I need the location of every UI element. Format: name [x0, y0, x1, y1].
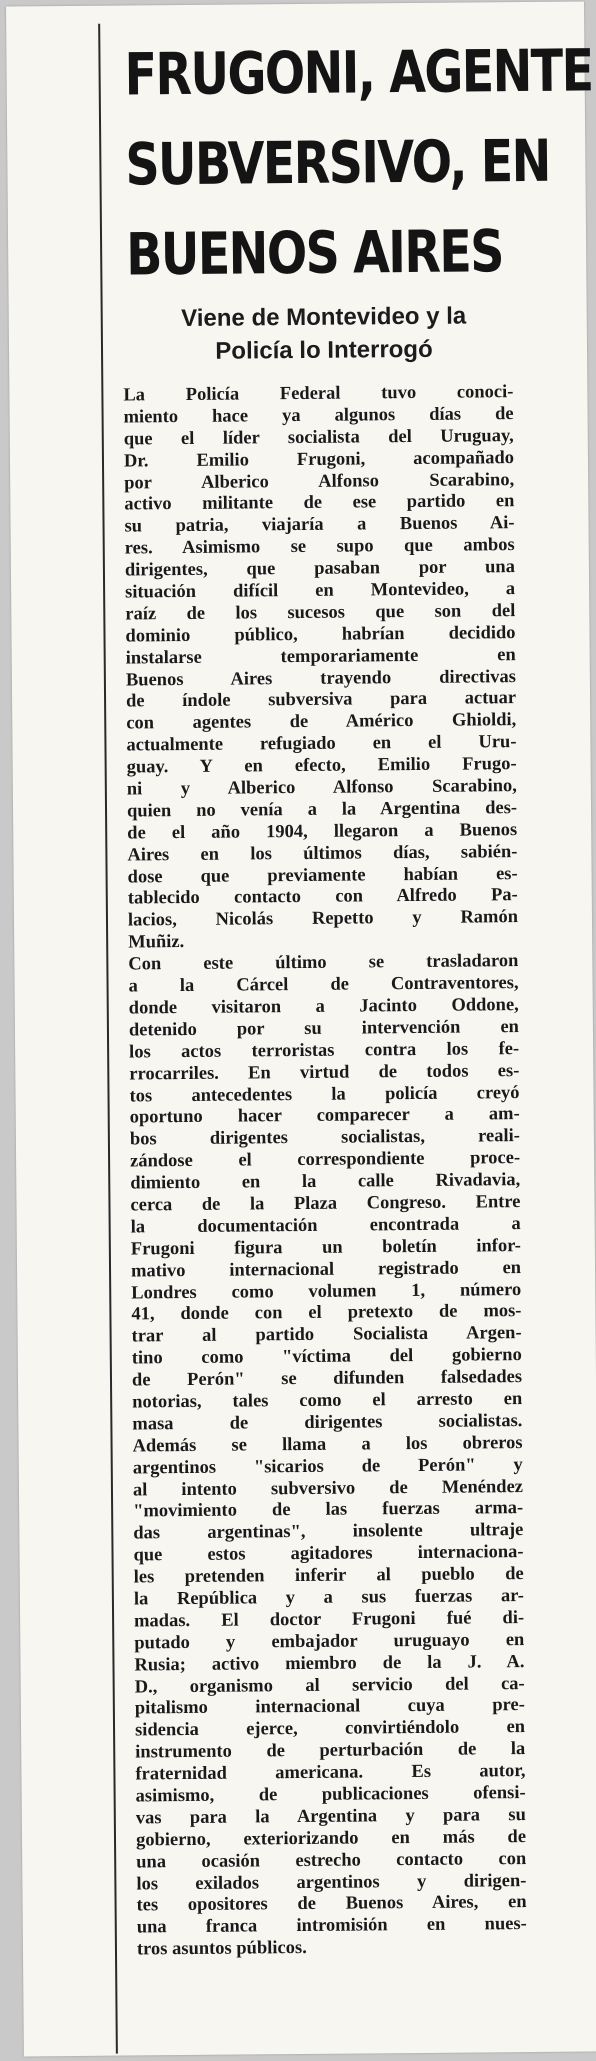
- paragraph-1: [123, 382, 518, 955]
- text-line: que el líder socialista del Uruguay,: [123, 425, 514, 450]
- text-line: sidencia ejerce, convirtiéndolo en: [134, 1717, 526, 1741]
- text-line: vas para la Argentina y para su: [135, 1804, 526, 1829]
- text-line: D., organismo al servicio del ca-: [134, 1673, 525, 1698]
- text-line: rrocarriles. En virtud de todos es-: [129, 1060, 520, 1085]
- text-line: Además se llama a los obreros: [132, 1432, 523, 1457]
- text-line: con agentes de Américo Ghioldi,: [126, 710, 517, 734]
- text-line: instalarse temporariamente en: [125, 644, 516, 669]
- text-line: cerca de la Plaza Congreso. Entre: [130, 1192, 521, 1216]
- text-line: miento hace ya algunos días de: [123, 403, 514, 428]
- text-line: la República y a sus fuerzas ar-: [133, 1586, 524, 1610]
- text-line: Aires en los últimos días, sabién-: [127, 841, 518, 866]
- text-line: fraternidad americana. Es autor,: [135, 1761, 526, 1785]
- text-line: Muñiz.: [128, 932, 185, 953]
- text-line: res. Asimismo se supo que ambos: [124, 535, 515, 559]
- text-line: al intento subversivo de Menéndez: [132, 1476, 524, 1501]
- text-line: La Policía Federal tuvo conoci-: [123, 382, 514, 406]
- column-rule: [98, 24, 118, 2054]
- text-line: de índole subversiva para actuar: [125, 688, 517, 712]
- headline-line: SUBVERSIVO, EN: [125, 126, 551, 199]
- text-line: dirigentes, que pasaban por una: [124, 557, 516, 581]
- text-line: dimiento en la calle Rivadavia,: [130, 1170, 521, 1194]
- text-line: das argentinas", insolente ultraje: [133, 1520, 524, 1544]
- headline-line: FRUGONI, AGENTE: [124, 36, 593, 109]
- text-line: oportuno hacer comparecer a am-: [129, 1104, 520, 1128]
- paragraph-2: [128, 951, 527, 1961]
- text-line: 41, donde con el pretexto de mos-: [131, 1301, 522, 1325]
- text-line: tros asuntos públicos.: [136, 1938, 307, 1960]
- text-line: "movimiento de las fuerzas arma-: [133, 1498, 524, 1522]
- text-line: tos antecedentes la policía creyó: [129, 1082, 520, 1106]
- text-line: actualmente refugiado en el Uru-: [126, 732, 517, 756]
- text-line: trar al partido Socialista Argen-: [131, 1323, 522, 1347]
- text-line: donde visitaron a Jacinto Oddone,: [128, 995, 519, 1019]
- text-line: zándose el correspondiente proce-: [130, 1148, 521, 1172]
- text-line: a la Cárcel de Contraventores,: [128, 973, 519, 997]
- text-line: gobierno, exteriorizando en más de: [135, 1826, 527, 1851]
- text-line: por Alberico Alfonso Scarabino,: [124, 469, 515, 494]
- text-line: bos dirigentes socialistas, reali-: [129, 1126, 520, 1150]
- text-line: de el año 1904, llegaron a Buenos: [127, 819, 518, 844]
- text-line: de Perón" se difunden falsedades: [131, 1367, 523, 1391]
- text-line: argentinos "sicarios de Perón" y: [132, 1454, 523, 1479]
- text-line: activo militante de ese partido en: [124, 491, 515, 515]
- text-line: los exilados argentinos y dirigen-: [136, 1870, 527, 1895]
- subheadline-line: Viene de Montevideo y la: [181, 302, 467, 333]
- text-line: tino como "víctima del gobierno: [131, 1345, 522, 1369]
- text-line: les pretenden inferir al pueblo de: [133, 1564, 524, 1588]
- text-line: notorias, tales como el arresto en: [132, 1389, 523, 1413]
- text-line: pitalismo internacional cuya pre-: [134, 1695, 525, 1719]
- text-line: dose que previamente habían es-: [127, 863, 518, 888]
- subheadline: [129, 299, 520, 368]
- text-line: lacios, Nicolás Repetto y Ramón: [127, 907, 519, 931]
- text-line: asimismo, de publicaciones ofensi-: [135, 1783, 526, 1807]
- text-line: detenido por su intervención en: [128, 1016, 520, 1041]
- text-line: Dr. Emilio Frugoni, acompañado: [123, 447, 515, 472]
- text-line: madas. El doctor Frugoni fué di-: [134, 1607, 525, 1632]
- article-body: [123, 382, 527, 1961]
- newspaper-clipping: [6, 1, 596, 2056]
- text-line: los actos terroristas contra los fe-: [129, 1038, 520, 1063]
- text-line: Londres como volumen 1, número: [131, 1279, 522, 1303]
- text-line: Con este último se trasladaron: [128, 951, 519, 975]
- text-line: que estos agitadores internaciona-: [133, 1542, 524, 1566]
- headline: [124, 27, 593, 300]
- text-line: putado y embajador uruguayo en: [134, 1629, 525, 1654]
- text-line: Frugoni figura un boletín infor-: [130, 1235, 521, 1260]
- text-line: ni y Alberico Alfonso Scarabino,: [126, 776, 517, 800]
- text-line: Buenos Aires trayendo directivas: [125, 666, 516, 691]
- headline-line: BUENOS AIRES: [125, 217, 504, 289]
- text-line: instrumento de perturbación de la: [135, 1739, 526, 1763]
- text-line: masa de dirigentes socialistas.: [132, 1410, 523, 1435]
- text-line: una ocasión estrecho contacto con: [136, 1848, 527, 1873]
- text-line: raíz de los sucesos que son del: [125, 601, 516, 625]
- text-line: tes opositores de Buenos Aires, en: [136, 1892, 527, 1916]
- text-line: situación difícil en Montevideo, a: [125, 579, 516, 603]
- text-line: quien no venía a la Argentina des-: [126, 798, 518, 822]
- text-line: Rusia; activo miembro de la J. A.: [134, 1651, 525, 1676]
- subheadline-line: Policía lo Interrogó: [215, 335, 433, 365]
- text-line: dominio público, habrían decidido: [125, 622, 516, 647]
- text-line: mativo internacional registrado en: [130, 1257, 522, 1282]
- text-line: tablecido contacto con Alfredo Pa-: [127, 885, 518, 909]
- text-line: guay. Y en efecto, Emilio Frugo-: [126, 754, 517, 778]
- text-line: su patria, viajaría a Buenos Ai-: [124, 513, 515, 537]
- text-line: una franca intromisión en nues-: [136, 1914, 527, 1938]
- text-line: la documentación encontrada a: [130, 1213, 521, 1238]
